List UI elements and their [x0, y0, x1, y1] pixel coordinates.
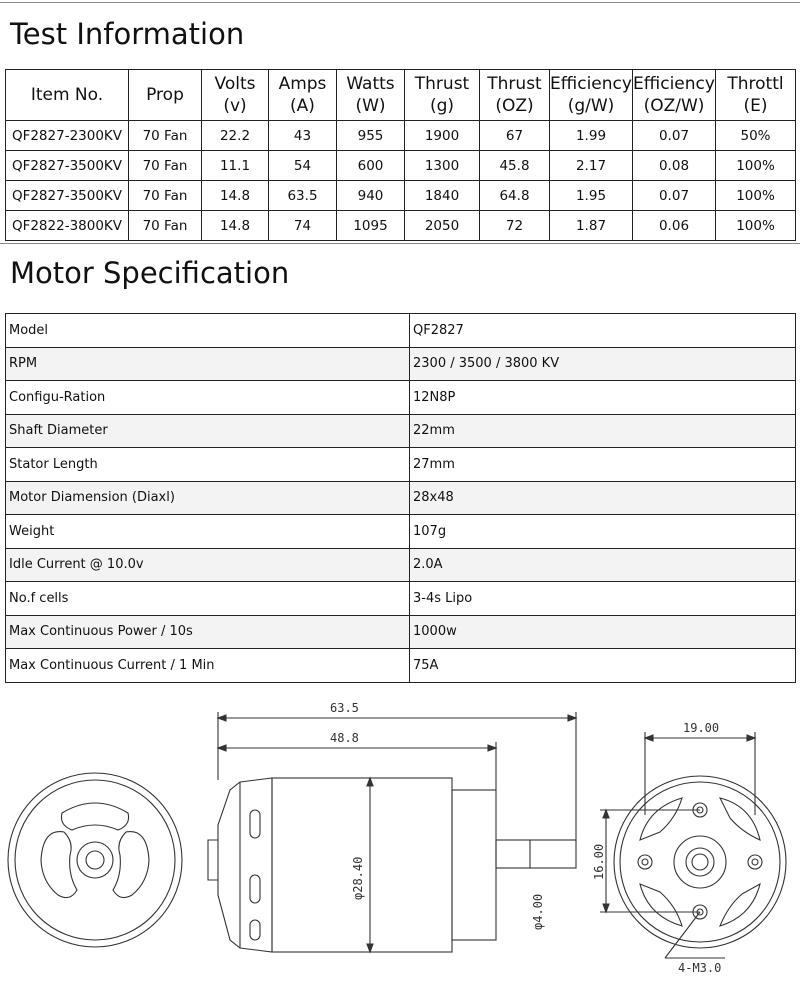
spec-row — [6, 615, 796, 649]
table-cell: QF2827-2300KV — [6, 121, 129, 151]
test-table-header-row — [6, 70, 796, 121]
col-header: Amps (A) — [269, 70, 337, 121]
table-cell: 600 — [337, 151, 405, 181]
spec-value: 75A — [410, 649, 796, 683]
table-row — [6, 121, 796, 151]
spec-label: Stator Length — [6, 448, 410, 482]
spec-value: 2.0A — [410, 548, 796, 582]
dim-hole-spacing-h: 19.00 — [683, 721, 720, 735]
spec-row — [6, 649, 796, 683]
col-header: Throttl (E) — [716, 70, 796, 121]
table-cell: 54 — [269, 151, 337, 181]
table-cell: 67 — [480, 121, 550, 151]
spec-label: Idle Current @ 10.0v — [6, 548, 410, 582]
dim-body-length: 48.8 — [330, 731, 359, 745]
table-row — [6, 211, 796, 241]
table-cell: 45.8 — [480, 151, 550, 181]
table-cell: 1.87 — [550, 211, 633, 241]
spec-row — [6, 448, 796, 482]
table-row — [6, 181, 796, 211]
motor-technical-drawing — [0, 690, 800, 1000]
table-cell: 940 — [337, 181, 405, 211]
spec-label: Model — [6, 314, 410, 348]
spec-row — [6, 582, 796, 616]
dim-hole-spacing-v: 16.00 — [592, 843, 606, 880]
table-cell: 70 Fan — [129, 181, 202, 211]
spec-value: 22mm — [410, 414, 796, 448]
table-cell: 2.17 — [550, 151, 633, 181]
col-header: Item No. — [6, 70, 129, 121]
spec-row — [6, 347, 796, 381]
table-cell: 0.06 — [633, 211, 716, 241]
table-cell: 0.07 — [633, 121, 716, 151]
table-cell: QF2827-3500KV — [6, 151, 129, 181]
table-cell: 63.5 — [269, 181, 337, 211]
table-cell: 70 Fan — [129, 121, 202, 151]
spec-value: 1000w — [410, 615, 796, 649]
table-cell: 100% — [716, 151, 796, 181]
test-information-title: Test Information — [10, 17, 245, 51]
spec-row — [6, 314, 796, 348]
spec-label: RPM — [6, 347, 410, 381]
spec-row — [6, 381, 796, 415]
motor-front-view — [592, 721, 786, 975]
col-header: Watts (W) — [337, 70, 405, 121]
spec-value: 27mm — [410, 448, 796, 482]
table-cell: 1095 — [337, 211, 405, 241]
col-header: Efficiency (g/W) — [550, 70, 633, 121]
spec-label: Motor Diamension (Diaxl) — [6, 481, 410, 515]
table-cell: QF2827-3500KV — [6, 181, 129, 211]
table-cell: 14.8 — [202, 181, 269, 211]
spec-label: Configu-Ration — [6, 381, 410, 415]
table-cell: 11.1 — [202, 151, 269, 181]
table-cell: 2050 — [405, 211, 480, 241]
table-cell: 74 — [269, 211, 337, 241]
spec-row — [6, 481, 796, 515]
motor-specification-header — [0, 243, 800, 304]
spec-value: 107g — [410, 515, 796, 549]
table-cell: 955 — [337, 121, 405, 151]
spec-value: 28x48 — [410, 481, 796, 515]
table-cell: 22.2 — [202, 121, 269, 151]
table-cell: 70 Fan — [129, 211, 202, 241]
table-cell: 50% — [716, 121, 796, 151]
motor-specification-table — [5, 313, 796, 683]
motor-side-view — [208, 701, 576, 952]
col-header: Thrust (g) — [405, 70, 480, 121]
dim-shaft-diameter: φ4.00 — [531, 893, 545, 930]
dim-body-diameter: φ28.40 — [351, 856, 365, 900]
table-cell: 0.08 — [633, 151, 716, 181]
spec-value: 2300 / 3500 / 3800 KV — [410, 347, 796, 381]
spec-label: Max Continuous Power / 10s — [6, 615, 410, 649]
table-cell: 1300 — [405, 151, 480, 181]
screw-spec-label: 4-M3.0 — [678, 961, 722, 975]
spec-label: Weight — [6, 515, 410, 549]
test-information-table — [5, 69, 796, 241]
table-cell: 64.8 — [480, 181, 550, 211]
motor-rear-view — [8, 773, 182, 947]
col-header: Volts (v) — [202, 70, 269, 121]
spec-label: Max Continuous Current / 1 Min — [6, 649, 410, 683]
table-cell: 14.8 — [202, 211, 269, 241]
table-cell: 70 Fan — [129, 151, 202, 181]
table-cell: 1900 — [405, 121, 480, 151]
test-information-header — [0, 2, 800, 63]
dim-overall-length: 63.5 — [330, 701, 359, 715]
table-row — [6, 151, 796, 181]
spec-row — [6, 515, 796, 549]
spec-value: QF2827 — [410, 314, 796, 348]
table-cell: 100% — [716, 211, 796, 241]
spec-value: 12N8P — [410, 381, 796, 415]
col-header: Efficiency (OZ/W) — [633, 70, 716, 121]
table-cell: QF2822-3800KV — [6, 211, 129, 241]
table-cell: 100% — [716, 181, 796, 211]
spec-row — [6, 414, 796, 448]
motor-specification-title: Motor Specification — [10, 256, 290, 290]
table-cell: 43 — [269, 121, 337, 151]
spec-row — [6, 548, 796, 582]
spec-label: Shaft Diameter — [6, 414, 410, 448]
table-cell: 1.99 — [550, 121, 633, 151]
table-cell: 72 — [480, 211, 550, 241]
col-header: Prop — [129, 70, 202, 121]
table-cell: 1840 — [405, 181, 480, 211]
table-cell: 0.07 — [633, 181, 716, 211]
spec-label: No.f cells — [6, 582, 410, 616]
col-header: Thrust (OZ) — [480, 70, 550, 121]
table-cell: 1.95 — [550, 181, 633, 211]
spec-value: 3-4s Lipo — [410, 582, 796, 616]
